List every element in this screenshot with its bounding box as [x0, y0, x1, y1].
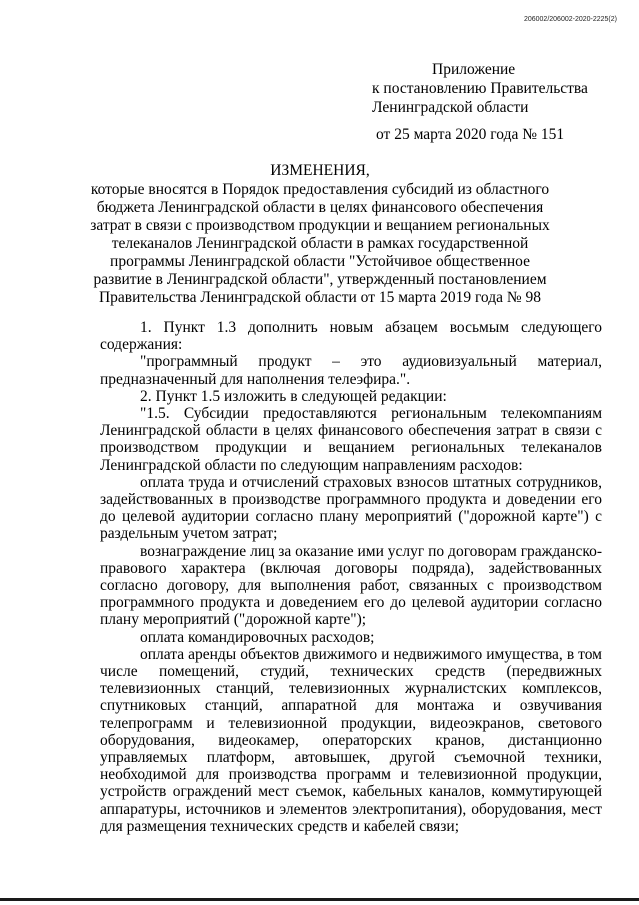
- paragraph: 2. Пункт 1.5 изложить в следующей редакции:: [140, 387, 447, 405]
- paragraph: "программный продукт – это аудиовизуальный материал, предназначенный для наполнения телеэфира.".: [100, 353, 602, 388]
- appendix-block: [370, 60, 630, 144]
- appendix-line-region: Ленинградской области: [372, 99, 529, 116]
- paragraph: оплата аренды объектов движимого и недвижимого имущества, в том числе помещений, студий, технических средств (передвижных телевизионных станций, телевизионных журналистских комплексов, спутниковых станций, аппаратной для монтажа и озвучивания телепрограмм и телевизионной продукции, видеоэкранов, светового оборудования, видеокамер, операторских кранов, дистанционно управляемых платформ, автовышек, другой съемочной техники, необходимой для производства программ и телевизионной продукции, устройств ограждений мест съемок, кабельных каналов, коммутирующей аппаратуры, источников и элементов электропитания), оборудования, мест для размещения технических средств и кабелей связи;: [100, 645, 602, 835]
- appendix-line-decree: к постановлению Правительства: [372, 80, 588, 97]
- paragraph: "1.5. Субсидии предоставляются региональным телекомпаниям Ленинградской области в целях финансового обеспечения затрат в связи с производством продукции и вещанием региональных телеканалов Ленинградской области по следующим направлениям расходов:: [100, 405, 602, 474]
- paragraph: 1. Пункт 1.3 дополнить новым абзацем восьмым следующего содержания:: [100, 319, 602, 354]
- document-id: 206002/206002-2020-2225(2): [523, 16, 617, 23]
- heading-title: ИЗМЕНЕНИЯ,: [270, 162, 370, 179]
- scan-edge-line: [0, 898, 639, 901]
- paragraph: вознаграждение лиц за оказание ими услуг по договорам гражданско-правового характера (включая договоры подряда), задействованных согласно договору, для выполнения работ, связанных с производством программного продукта и доведением его до целевой аудитории согласно плану мероприятий ("дорожной карте");: [100, 542, 602, 629]
- document-body: [100, 319, 602, 835]
- paragraph: оплата командировочных расходов;: [140, 628, 375, 646]
- document-heading: [90, 162, 550, 307]
- appendix-title: Приложение: [432, 61, 516, 78]
- heading-subtitle: которые вносятся в Порядок предоставления субсидий из областного бюджета Ленинградской области в целях финансового обеспечения затрат в связи с производством продукции и вещанием региональных телеканалов Ленинградской области в рамках государственной программы Ленинградской области "Устойчивое общественное развитие в Ленинградской области", утвержденный постановлением Правительства Ленинградской области от 15 марта 2019 года № 98: [90, 181, 550, 306]
- paragraph: оплата труда и отчислений страховых взносов штатных сотрудников, задействованных в производстве программного продукта и доведении его до целевой аудитории согласно плану мероприятий ("дорожной карте") с раздельным учетом затрат;: [100, 473, 602, 543]
- appendix-line-date: от 25 марта 2020 года № 151: [376, 126, 565, 143]
